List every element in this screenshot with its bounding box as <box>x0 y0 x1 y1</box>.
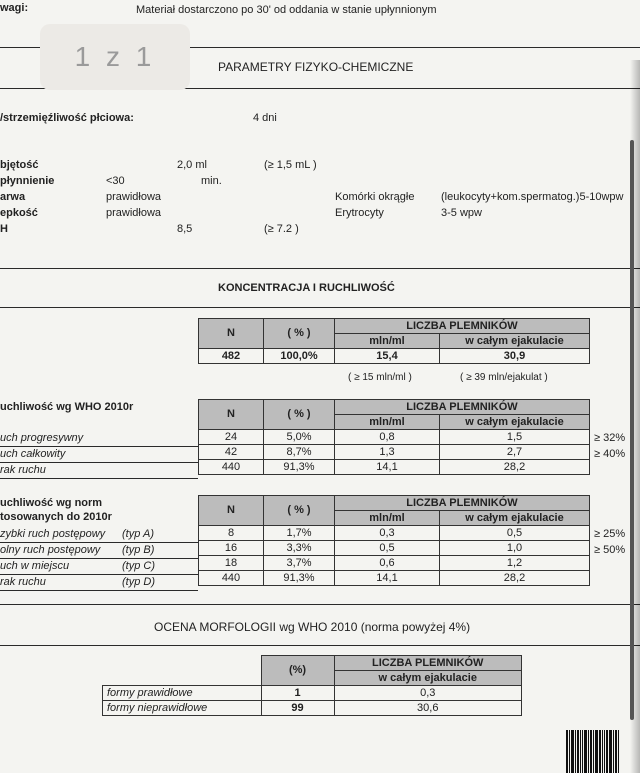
cell-n: 8 <box>199 526 264 541</box>
col-n: N <box>199 400 264 430</box>
col-pct: ( % ) <box>264 496 335 526</box>
divider <box>0 268 640 269</box>
page-indicator: 1 z 1 <box>40 24 190 90</box>
cell-pct: 3,7% <box>264 556 335 571</box>
row-label: uch całkowity <box>0 448 66 460</box>
divider <box>0 590 198 591</box>
row-type: (typ C) <box>122 560 155 572</box>
cell-n: 16 <box>199 541 264 556</box>
param-ph-label: H <box>0 223 8 235</box>
col-pct: (%) <box>261 656 334 686</box>
table-row <box>199 445 590 460</box>
param-uplynnienie-value: <30 <box>106 175 125 187</box>
cell-total: 0,5 <box>440 526 590 541</box>
cell-total: 28,2 <box>440 460 590 475</box>
param-objetosc-value: 2,0 ml <box>177 159 207 171</box>
param-objetosc-label: bjętość <box>0 159 39 171</box>
concentration-table <box>198 318 590 364</box>
table-row <box>199 541 590 556</box>
empty-cell <box>103 671 262 686</box>
table-row <box>199 571 590 586</box>
value-pct: 100,0% <box>264 349 335 364</box>
who-title: uchliwość wg WHO 2010r <box>0 401 134 413</box>
norm-title-1: uchliwość wg norm <box>0 497 103 509</box>
norm-mlml: ( ≥ 15 mln/ml ) <box>348 372 412 383</box>
param-barwa-value: prawidłowa <box>106 191 162 203</box>
header-value: Materiał dostarczono po 30' od oddania w stanie upłynnionym <box>136 4 437 16</box>
param-ph-value: 8,5 <box>177 223 193 235</box>
norm-total: ( ≥ 39 mln/ejakulat ) <box>460 372 548 383</box>
cell-mlml: 1,3 <box>335 445 440 460</box>
erytrocyty-value: 3-5 wpw <box>441 207 482 219</box>
param-barwa-label: arwa <box>0 191 26 203</box>
cell-pct: 5,0% <box>264 430 335 445</box>
value-total: 30,9 <box>440 349 590 364</box>
table-row <box>199 556 590 571</box>
cell-n: 24 <box>199 430 264 445</box>
group-header: LICZBA PLEMNIKÓW <box>335 319 590 334</box>
morph-title: OCENA MORFOLOGII wg WHO 2010 (norma powyżej 4%) <box>154 620 471 634</box>
col-n: N <box>199 319 264 349</box>
cell-mlml: 14,1 <box>335 460 440 475</box>
table-row <box>103 701 522 716</box>
value-mlml: 15,4 <box>335 349 440 364</box>
param-uplynnienie-unit: min. <box>201 175 222 187</box>
row-label: uch w miejscu <box>0 560 70 572</box>
table-row <box>199 430 590 445</box>
col-n: N <box>199 496 264 526</box>
row-label: rak ruchu <box>0 576 46 588</box>
komorki-value: (leukocyty+kom.spermatog.)5-10wpw <box>441 191 624 203</box>
col-pct: ( % ) <box>264 400 335 430</box>
param-ph-norm: (≥ 7.2 ) <box>264 223 299 235</box>
divider <box>0 307 640 308</box>
row-type: (typ B) <box>122 544 155 556</box>
row-type: (typ D) <box>122 576 155 588</box>
cell-mlml: 14,1 <box>335 571 440 586</box>
cell-mlml: 0,6 <box>335 556 440 571</box>
section-title-fizyko: PARAMETRY FIZYKO-CHEMICZNE <box>218 60 414 74</box>
divider <box>0 645 640 646</box>
col-total: w całym ejakulacie <box>440 334 590 349</box>
abstinence-label: /strzemięźliwość płciowa: <box>0 112 134 124</box>
cell-total: 1,5 <box>440 430 590 445</box>
cell-pct: 8,7% <box>264 445 335 460</box>
header-label: wagi: <box>0 2 29 14</box>
erytrocyty-label: Erytrocyty <box>335 207 384 219</box>
cell-pct: 91,3% <box>264 571 335 586</box>
value-n: 482 <box>199 349 264 364</box>
row-norm: ≥ 32% <box>594 432 626 444</box>
group-header: LICZBA PLEMNIKÓW <box>334 656 522 671</box>
cell-pct: 1,7% <box>264 526 335 541</box>
cell-total: 1,2 <box>440 556 590 571</box>
cell-total: 30,6 <box>334 701 522 716</box>
table-row <box>199 526 590 541</box>
cell-mlml: 0,5 <box>335 541 440 556</box>
who-table <box>198 399 590 475</box>
param-lepkosc-label: epkość <box>0 207 38 219</box>
col-mlml: mln/ml <box>335 334 440 349</box>
cell-pct: 1 <box>261 686 334 701</box>
divider <box>0 446 198 447</box>
cell-total: 28,2 <box>440 571 590 586</box>
col-mlml: mln/ml <box>335 415 440 430</box>
cell-mlml: 0,8 <box>335 430 440 445</box>
col-mlml: mln/ml <box>335 511 440 526</box>
col-total: w całym ejakulacie <box>334 671 522 686</box>
divider <box>0 462 198 463</box>
row-type: (typ A) <box>122 528 154 540</box>
row-norm: ≥ 40% <box>594 448 626 460</box>
section-title-koncentracja: KONCENTRACJA I RUCHLIWOŚĆ <box>218 282 395 294</box>
barcode-image <box>566 730 640 773</box>
row-label: zybki ruch postępowy <box>0 528 106 540</box>
row-label: uch progresywny <box>0 432 84 444</box>
cell-pct: 91,3% <box>264 460 335 475</box>
cell-n: 18 <box>199 556 264 571</box>
cell-total: 1,0 <box>440 541 590 556</box>
row-label: formy nieprawidłowe <box>103 701 262 716</box>
abstinence-value: 4 dni <box>253 112 277 124</box>
col-total: w całym ejakulacie <box>440 511 590 526</box>
scrollbar[interactable] <box>630 140 634 720</box>
norm-title-2: tosowanych do 2010r <box>0 511 112 523</box>
cell-total: 0,3 <box>334 686 522 701</box>
row-label: formy prawidłowe <box>103 686 262 701</box>
row-label: rak ruchu <box>0 464 46 476</box>
cell-n: 440 <box>199 460 264 475</box>
group-header: LICZBA PLEMNIKÓW <box>335 496 590 511</box>
cell-n: 42 <box>199 445 264 460</box>
norm-table <box>198 495 590 586</box>
divider <box>0 542 198 543</box>
table-row <box>199 460 590 475</box>
row-norm: ≥ 25% <box>594 528 626 540</box>
param-objetosc-norm: (≥ 1,5 mL ) <box>264 159 317 171</box>
empty-cell <box>103 656 262 671</box>
row-label: olny ruch postępowy <box>0 544 101 556</box>
cell-n: 440 <box>199 571 264 586</box>
komorki-label: Komórki okrągłe <box>335 191 415 203</box>
group-header: LICZBA PLEMNIKÓW <box>335 400 590 415</box>
row-norm: ≥ 50% <box>594 544 626 556</box>
cell-pct: 3,3% <box>264 541 335 556</box>
col-total: w całym ejakulacie <box>440 415 590 430</box>
param-uplynnienie-label: płynnienie <box>0 175 55 187</box>
divider <box>0 558 198 559</box>
cell-pct: 99 <box>261 701 334 716</box>
col-pct: ( % ) <box>264 319 335 349</box>
cell-mlml: 0,3 <box>335 526 440 541</box>
divider <box>0 574 198 575</box>
param-lepkosc-value: prawidłowa <box>106 207 162 219</box>
table-row <box>103 686 522 701</box>
divider <box>0 478 198 479</box>
divider <box>0 604 640 605</box>
morphology-table <box>102 655 522 716</box>
cell-total: 2,7 <box>440 445 590 460</box>
